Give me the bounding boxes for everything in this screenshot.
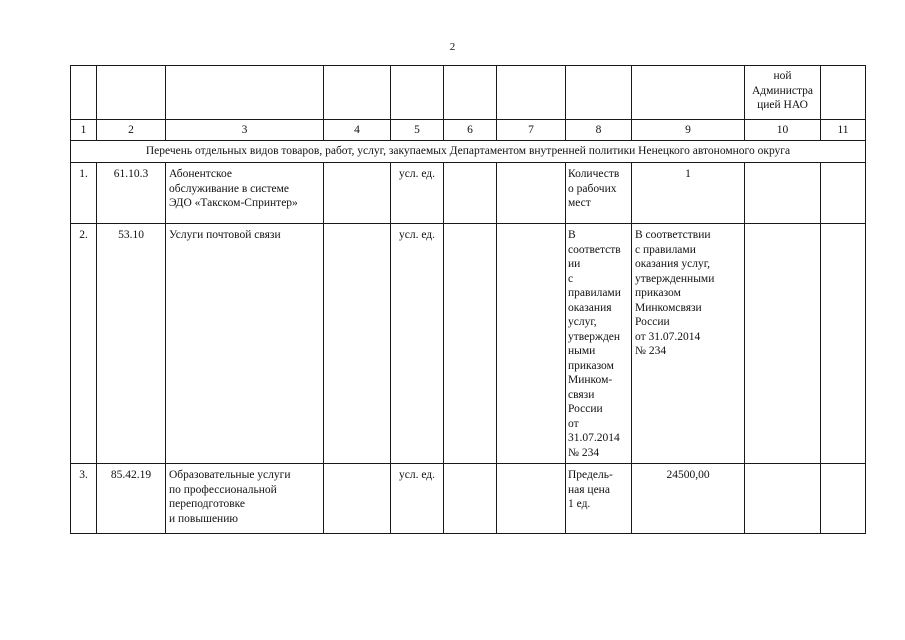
row-characteristic: Предель- ная цена 1 ед.	[566, 464, 632, 534]
header-cell-9	[632, 66, 745, 120]
row-unit: усл. ед.	[391, 163, 444, 224]
header-cell-8	[566, 66, 632, 120]
section-title: Перечень отдельных видов товаров, работ, услуг, закупаемых Департаментом внутренней политики Ненецкого автономного округа	[71, 141, 866, 163]
header-cell-1	[71, 66, 97, 120]
header-cell-3	[166, 66, 324, 120]
table-row	[71, 464, 866, 534]
table-row	[71, 163, 866, 224]
row-cell-11	[821, 224, 866, 464]
header-cell-4	[324, 66, 391, 120]
row-code: 61.10.3	[97, 163, 166, 224]
row-cell-4	[324, 224, 391, 464]
row-characteristic: В соответств ии с правилами оказания услуг, утвержден ными приказом Минком- связи России от 31.07.2014 № 234	[566, 224, 632, 464]
page-number: 2	[449, 41, 456, 53]
column-number: 5	[391, 120, 444, 141]
row-code: 85.42.19	[97, 464, 166, 534]
column-number: 11	[821, 120, 866, 141]
column-number: 1	[71, 120, 97, 141]
row-unit: усл. ед.	[391, 224, 444, 464]
section-title-row	[71, 141, 866, 163]
row-cell-4	[324, 464, 391, 534]
row-number: 2.	[71, 224, 97, 464]
header-cell-10: ной Администра цией НАО	[745, 66, 821, 120]
column-number: 3	[166, 120, 324, 141]
row-cell-10	[745, 224, 821, 464]
row-code: 53.10	[97, 224, 166, 464]
row-cell-10	[745, 163, 821, 224]
row-unit: усл. ед.	[391, 464, 444, 534]
row-cell-7	[497, 163, 566, 224]
row-value: 1	[632, 163, 745, 224]
row-cell-11	[821, 163, 866, 224]
row-value: 24500,00	[632, 464, 745, 534]
header-cell-5	[391, 66, 444, 120]
row-cell-10	[745, 464, 821, 534]
row-cell-11	[821, 464, 866, 534]
table-row	[71, 224, 866, 464]
row-name: Услуги почтовой связи	[166, 224, 324, 464]
row-characteristic: Количеств о рабочих мест	[566, 163, 632, 224]
header-cell-6	[444, 66, 497, 120]
row-cell-6	[444, 163, 497, 224]
column-number: 6	[444, 120, 497, 141]
header-cell-11	[821, 66, 866, 120]
row-cell-4	[324, 163, 391, 224]
row-name: Абонентское обслуживание в системе ЭДО «Такском-Спринтер»	[166, 163, 324, 224]
column-number: 2	[97, 120, 166, 141]
row-number: 3.	[71, 464, 97, 534]
procurement-table	[70, 65, 866, 534]
row-number: 1.	[71, 163, 97, 224]
column-number: 7	[497, 120, 566, 141]
column-number: 9	[632, 120, 745, 141]
column-number: 10	[745, 120, 821, 141]
row-cell-6	[444, 224, 497, 464]
header-cell-7	[497, 66, 566, 120]
row-cell-7	[497, 464, 566, 534]
header-continuation-row	[71, 66, 866, 120]
row-cell-7	[497, 224, 566, 464]
row-name: Образовательные услуги по профессиональной переподготовке и повышению	[166, 464, 324, 534]
column-number: 4	[324, 120, 391, 141]
row-cell-6	[444, 464, 497, 534]
header-cell-2	[97, 66, 166, 120]
row-value: В соответствии с правилами оказания услуг, утвержденными приказом Минкомсвязи России от 31.07.2014 № 234	[632, 224, 745, 464]
column-number: 8	[566, 120, 632, 141]
column-number-row	[71, 120, 866, 141]
